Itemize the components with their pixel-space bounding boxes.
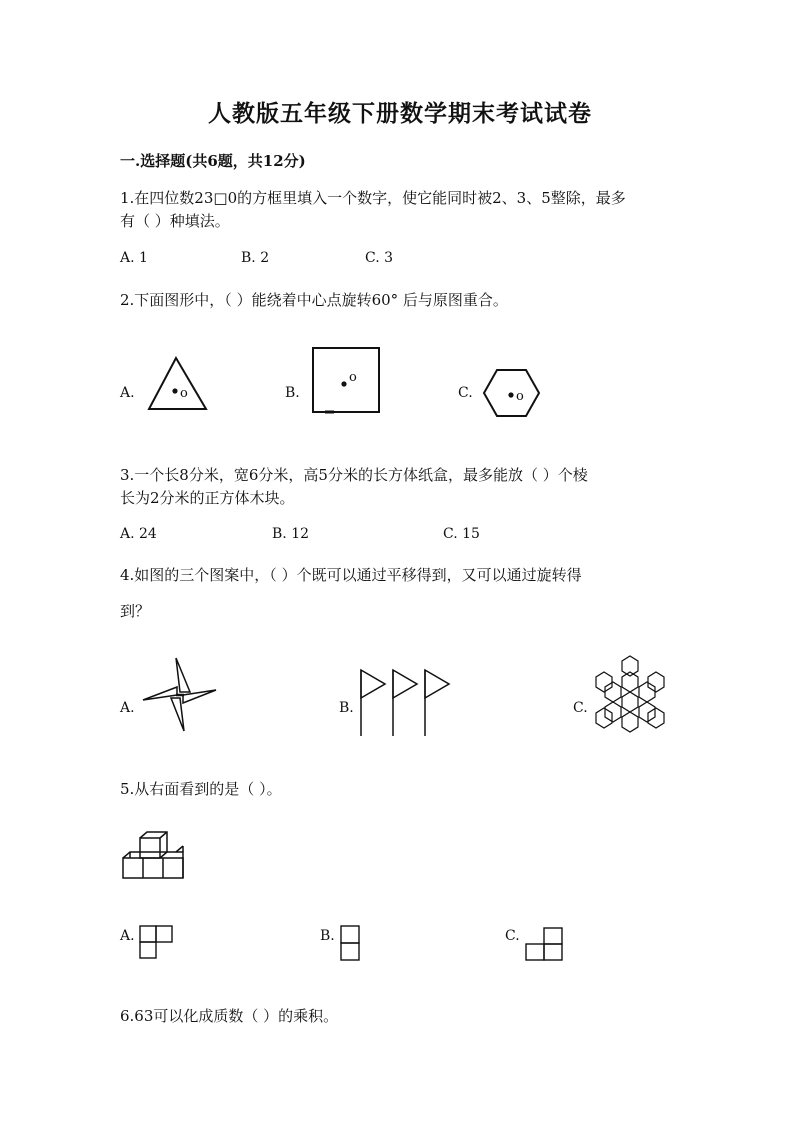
hexagon-mark: o xyxy=(516,389,524,404)
view-c-figure xyxy=(524,927,566,963)
view-b-figure xyxy=(340,925,362,963)
q5-option-a: A. xyxy=(120,928,135,944)
q1-option-c: C. 3 xyxy=(365,250,394,266)
square-figure xyxy=(310,345,382,417)
view-a-figure xyxy=(139,925,175,961)
q1-option-b: B. 2 xyxy=(241,250,270,266)
section-heading: 一.选择题(共6题，共12分) xyxy=(120,152,306,170)
hexagon-figure xyxy=(482,368,542,418)
q5-option-c: C. xyxy=(505,928,520,944)
q4-option-a: A. xyxy=(120,700,135,716)
square-mark: o xyxy=(349,370,357,385)
q1-option-a: A. 1 xyxy=(120,250,148,266)
cube-stack-figure xyxy=(120,828,188,882)
question-2-line-1: 2.下面图形中，（ ）能绕着中心点旋转60° 后与原图重合。 xyxy=(120,291,508,309)
q2-option-b: B. xyxy=(285,385,300,401)
pinwheel-figure xyxy=(140,655,220,735)
question-6-line-1: 6.63可以化成质数（ ）的乘积。 xyxy=(120,1007,339,1025)
q2-option-a: A. xyxy=(120,385,135,401)
flags-figure xyxy=(358,666,453,738)
question-5-line-1: 5.从右面看到的是（ ）。 xyxy=(120,780,282,798)
question-3-line-1: 3.一个长8分米，宽6分米，高5分米的长方体纸盒，最多能放（ ）个棱 xyxy=(120,466,588,484)
q5-option-b: B. xyxy=(320,928,335,944)
q4-option-b: B. xyxy=(339,700,354,716)
question-1-line-1: 1.在四位数23□0的方框里填入一个数字，使它能同时被2、3、5整除，最多 xyxy=(120,189,626,207)
question-4-line-1: 4.如图的三个图案中，（ ）个既可以通过平移得到，又可以通过旋转得 xyxy=(120,566,582,584)
q3-option-a: A. 24 xyxy=(120,526,157,542)
q2-option-c: C. xyxy=(458,385,473,401)
q3-option-b: B. 12 xyxy=(272,526,310,542)
question-3-line-2: 长为2分米的正方体木块。 xyxy=(120,489,295,507)
page-title: 人教版五年级下册数学期末考试试卷 xyxy=(208,100,592,127)
triangle-mark: o xyxy=(180,386,188,401)
triangle-figure xyxy=(145,355,210,413)
question-1-line-2: 有（ ）种填法。 xyxy=(120,212,230,230)
q3-option-c: C. 15 xyxy=(443,526,480,542)
hexagon-pattern-figure xyxy=(592,656,668,736)
q4-option-c: C. xyxy=(573,700,588,716)
question-4-line-2: 到？ xyxy=(120,602,151,620)
